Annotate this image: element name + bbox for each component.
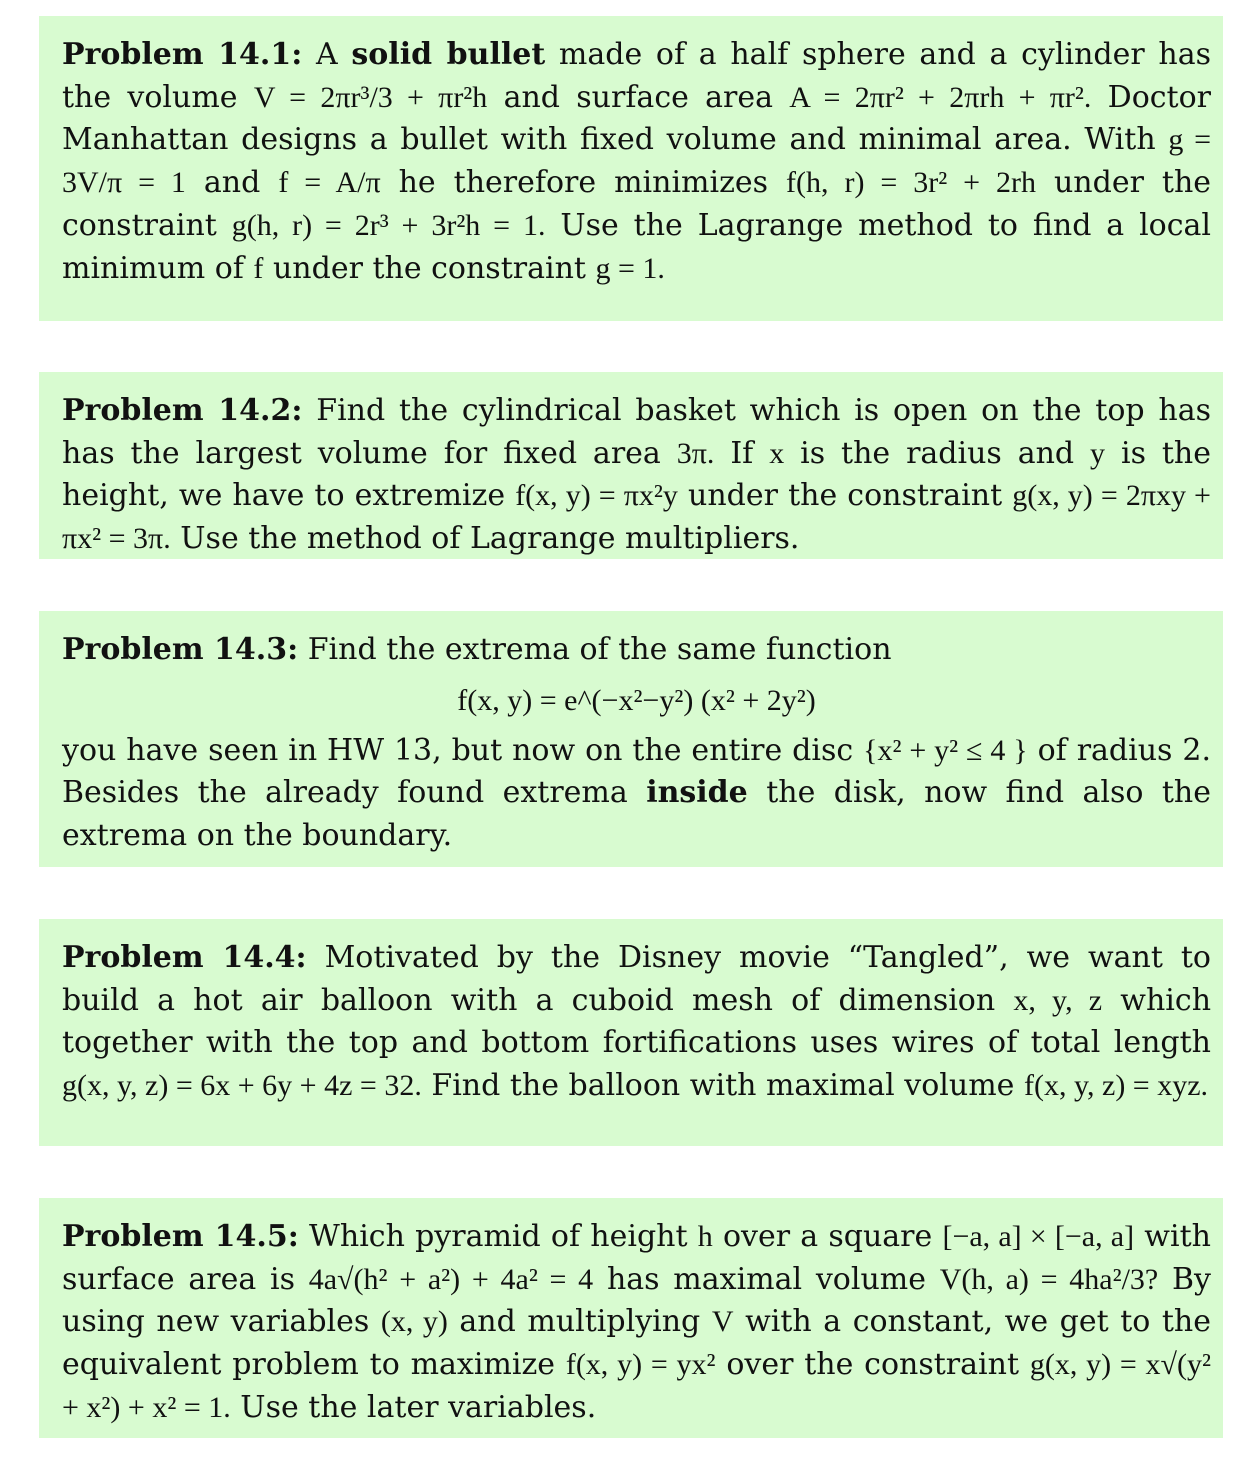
math-h: h: [697, 1220, 713, 1253]
problem-14-2: [39, 372, 1223, 559]
text: under the constraint: [62, 165, 1212, 243]
math-f: f(x, y, z) = xyz.: [1023, 1069, 1209, 1103]
math-volume: V = 2πr³/3 + πr²h: [253, 80, 488, 114]
math-f: f(x, y) = yx²: [565, 1348, 716, 1382]
math-square: [−a, a] × [−a, a]: [942, 1220, 1135, 1253]
text: By using new variables: [62, 1261, 1211, 1340]
problem-title: Problem 14.5:: [62, 1219, 299, 1254]
text: Doctor Manhattan designs a bullet with fixed volume and minimal area. With: [62, 79, 1212, 158]
emphasis: inside: [646, 775, 748, 811]
math-V: V: [711, 1305, 734, 1339]
problem-text: [62, 34, 1211, 290]
text: over the constraint: [726, 1347, 1020, 1383]
text: and: [203, 165, 261, 201]
problem-text: [62, 629, 1211, 672]
text: Find the extrema of the same function: [307, 632, 892, 667]
problem-title: Problem 14.2:: [62, 393, 303, 428]
problem-text: [62, 390, 1211, 561]
emphasis: solid bullet: [351, 37, 546, 72]
text: under the constraint: [688, 478, 1003, 514]
text: and multiplying: [459, 1304, 701, 1340]
text: which together with the top and bottom fortifications uses wires of total length: [62, 982, 1212, 1061]
problem-title: Problem 14.3:: [62, 632, 299, 667]
math-g: g = 3V/π = 1: [62, 123, 1212, 200]
text: Use the method of Lagrange multipliers.: [180, 521, 800, 557]
text: is the radius and: [800, 435, 1075, 471]
math-g: g(x, y) = x√(y² + x²) + x² = 1.: [62, 1348, 1211, 1424]
problem-text: [62, 937, 1211, 1108]
text: with surface area is: [62, 1219, 1211, 1297]
text: has maximal volume: [606, 1261, 926, 1297]
text: A: [316, 37, 338, 72]
problem-text-cont: [62, 730, 1211, 858]
math-xyz: x, y, z: [1013, 983, 1103, 1017]
text: Use the later variables.: [240, 1389, 597, 1425]
text: under the constraint: [272, 250, 586, 286]
problem-14-5: [39, 1198, 1223, 1438]
text: the disk, now find also the extrema on the boundary.: [62, 775, 1212, 854]
text: Which pyramid of height: [309, 1219, 688, 1254]
text: with a constant, we get to the equivalent problem to maximize: [62, 1304, 1212, 1383]
math-g: g(x, y, z) = 6x + 6y + 4z = 32.: [62, 1069, 422, 1103]
math-area: A = 2πr² + 2πrh + πr².: [789, 80, 1092, 114]
math-y: y: [1090, 436, 1106, 470]
text: and surface area: [503, 79, 774, 115]
text: made of a half sphere and a cylinder has the volume: [62, 37, 1211, 115]
text: Find the cylindrical basket which is open on the top has has the largest volume for fixed area: [62, 393, 1211, 471]
problem-14-3: [39, 611, 1223, 867]
text: Use the Lagrange method to find a local minimum of: [62, 207, 1212, 286]
text: he therefore minimizes: [398, 165, 769, 201]
math-f-hr: f(h, r) = 3r² + 2rh: [786, 166, 1036, 200]
problem-title: Problem 14.1:: [62, 37, 303, 72]
math-f: f: [253, 251, 264, 285]
text: is the height, we have to extremize: [62, 435, 1211, 514]
text: over a square: [722, 1219, 933, 1254]
math-f: f = A/π: [278, 166, 381, 200]
text: you have seen in HW 13, but now on the entire disc: [62, 732, 854, 768]
text: of radius 2. Besides the already found extrema: [62, 732, 1211, 811]
text: Find the balloon with maximal volume: [431, 1068, 1015, 1104]
math-f: f(x, y) = πx²y: [515, 479, 678, 513]
math-x: x: [769, 436, 785, 470]
text: Motivated by the Disney movie “Tangled”, we want to build a hot air balloon with a cuboid mesh of dimension: [62, 940, 1211, 1018]
math-xy: (x, y): [380, 1305, 448, 1339]
problem-14-4: [39, 919, 1223, 1146]
problem-title: Problem 14.4:: [62, 940, 307, 975]
text: If: [730, 435, 754, 471]
math-volume: V(h, a) = 4ha²/3?: [939, 1262, 1159, 1296]
problem-14-1: [39, 16, 1223, 321]
math-g: g(x, y) = 2πxy + πx² = 3π.: [62, 479, 1211, 556]
math-area: 4a√(h² + a²) + 4a² = 4: [308, 1262, 594, 1296]
math-disc: {x² + y² ≤ 4 }: [863, 733, 1028, 767]
math-g-eq: g = 1.: [595, 251, 665, 285]
problem-text: [62, 1216, 1211, 1430]
math-g-hr: g(h, r) = 2r³ + 3r²h = 1.: [231, 208, 546, 242]
display-equation: f(x, y) = e^(−x²−y²) (x² + 2y²): [457, 683, 816, 717]
math-area: 3π.: [676, 436, 715, 470]
